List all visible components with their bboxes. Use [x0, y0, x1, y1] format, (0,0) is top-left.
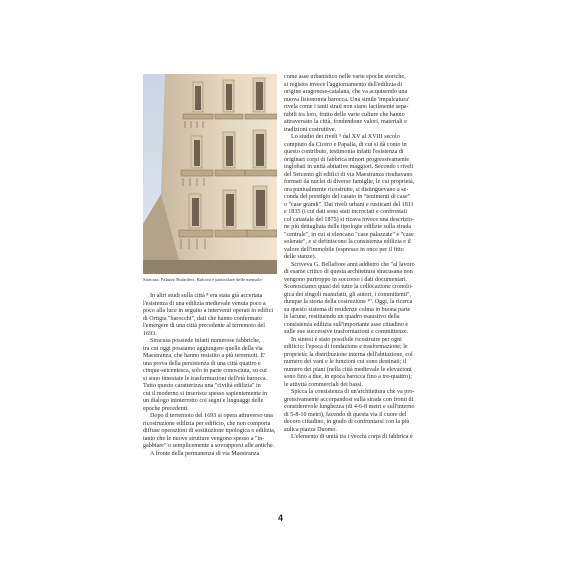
body-line: conda del prestigio del casato in "tenimenti di case" [284, 194, 411, 200]
body-line: si sono innestate le trasformazioni dell'età barocca. [143, 375, 268, 382]
body-line: tradizioni costruttive. [284, 126, 337, 133]
body-line: "centrale", in cui si elencano "case palazzate" e "case [284, 231, 414, 238]
body-line: formati da nuclei di diverse famiglie, le cui proprietà, [284, 179, 415, 185]
body-line: cui il moderno si inserisce spesso sapientemente in [143, 390, 268, 397]
body-line: questo contributo, testimonia infatti l'esistenza di [284, 149, 404, 155]
body-line: nuova fisionomia barocca. Una simile 'impalcatura' [284, 96, 410, 103]
body-line: In altri studi sulla città ⁸ era stata già accertata [150, 293, 263, 299]
body-line: rivela come i tanti strati non siano facilmente sepa- [284, 104, 409, 110]
body-line: In sintesi è stato possibile ricostruire per ogni [291, 336, 402, 343]
body-line: l'esistenza di una edilizia medievale venuta poco a [143, 300, 266, 307]
body-line: gica dei singoli manufatti, gli autori, i committenti", [284, 291, 412, 298]
body-line: col catastale del 1875) si ricava invece una descrizio- [284, 216, 414, 223]
body-line: solerate", e si definiscono la consistenza edilizia e il [284, 239, 411, 245]
palazzo-bufardeci-photo [143, 74, 277, 274]
body-line: delle stanze). [284, 254, 317, 260]
body-line: ricostruzione edilizia per edificio, che non comporta [143, 420, 271, 427]
body-line: edificio: l'epoca di fondazione e trasformazione; le [284, 344, 408, 350]
body-line: gressivamente accorpandosi sulla strada con fronti di [284, 396, 414, 403]
figure-caption: Siracusa. Palazzo Bufardeci. Balconi e particolare delle mensole. [143, 277, 263, 282]
body-line: gabbiare" o semplicemente a sovrapporsi alle antiche. [143, 443, 275, 449]
body-line: di esame critico di questa architettura siracusana non [284, 269, 413, 275]
right-text-column [284, 74, 422, 442]
body-line: come asse urbanistico nelle varie epoche storiche, [284, 74, 406, 80]
body-line: ne più dettagliata delle tipologie edilizie sulla strada [284, 224, 412, 230]
body-line: rabili tra loro, frutto delle varie culture che hanno [284, 111, 405, 118]
body-line: tanto che le nuove strutture vengono spesso a "in- [143, 435, 265, 442]
body-line: un dialogo ininterrotto coi segni e linguaggi delle [143, 398, 264, 404]
body-line: inglobati in unità abitative maggiori. Secondo i riveli [284, 164, 414, 170]
body-line: numero dei vani e le funzioni cui sono destinati; il [284, 359, 407, 365]
body-line: numero dei piani (nella città medievale le elevazioni [284, 366, 412, 373]
body-line: Lo studio dei riveli ⁹ dal XV al XVIII secolo [291, 134, 400, 140]
body-line: di 5-8-10 metri), facendo di questa via il cuore del [284, 411, 407, 418]
body-line: originari corpi di fabbrica minori progressivamente [284, 156, 410, 163]
body-line: tra cui oggi possiamo aggiungere quelle della via [143, 345, 263, 352]
body-line: epoche precedenti. [143, 405, 189, 412]
body-line: decoro cittadino, in grado di confrontarsi con la più [284, 419, 410, 425]
body-line: Scriveva G. Bellafiore anni addietro che "al lavoro [291, 261, 415, 268]
body-line: Dopo il terremoto del 1693 si opera attraverso una [150, 413, 273, 419]
body-line: vengono purtroppo in soccorso i dati documentari. [284, 276, 408, 283]
body-line: o "case grandi". Dai riveli urbani e rusticani del 1811 [284, 201, 414, 208]
left-text-column [143, 293, 277, 458]
body-line: Sconosciamo quasi del tutto la collocazione cronolo- [284, 284, 413, 290]
body-line: diffuse operazioni di sostituzione tipologica o edilizia, [143, 428, 276, 434]
body-line: sulle sue successive trasformazioni e committenze. [284, 329, 409, 335]
body-line: sono fino a due, in epoca barocca fino a tre-quattro); [284, 374, 412, 380]
page-number: 4 [278, 513, 284, 523]
body-line: cinque-seicentesca, solo in parte conosciuta, su cui [143, 368, 267, 374]
body-line: proprietà; la distribuzione interna dell'abitazione, col [284, 351, 413, 358]
body-line: poco alla luce in seguito a interventi operati in edifici [143, 308, 274, 314]
body-line: Siracusa possiede infatti numerose fabbriche, [150, 338, 261, 344]
body-line: l'emergere di una città precedente al terremoto del [143, 323, 265, 329]
body-line: le attività commerciali dei bassi. [284, 381, 364, 388]
body-line: consistenza edilizia sull'importante asse cittadino e [284, 321, 409, 328]
body-line: compiuto da Cicero e Papalia, di cui si dà conto in [284, 141, 407, 148]
body-line: aulica piazza Duomo. [284, 426, 337, 433]
body-line: Maestranza, che hanno resistito a più terremoti. E' [143, 353, 266, 359]
body-line: considerevole lunghezza (di 4-6-8 metri e sull'interno [284, 404, 415, 410]
body-line: di Ortigia "barocchi", dati che hanno confermato [143, 315, 262, 322]
body-line: origine aragonese-catalana, che va acquisendo una [284, 89, 408, 95]
body-line: una prova della persistenza di una città quattro e [143, 360, 261, 367]
body-line: dunque la storia della costruzione ¹⁰. Oggi, la ricerca [284, 299, 413, 305]
body-line: 1693. [143, 330, 157, 337]
body-line: Tutto questo caratterizza una "civiltà edilizia" in [143, 383, 261, 389]
body-line: si registra invece l'aggiornamento dell'edilizia di [284, 81, 403, 88]
body-line: del Seicento gli edifici di via Maestranza risultavano [284, 171, 413, 178]
body-line: L'elemento di unità tra i vecchi corpi di fabbrica è [291, 434, 413, 440]
body-line: Spicca la consistenza di un'architettura che va pro- [291, 389, 415, 395]
body-line: le lacune, restituendo un quadro esaustivo della [284, 314, 400, 320]
body-line: ora puntualmente ricostruite, si distinguevano a se- [284, 186, 409, 193]
body-line: e 1835 (i cui dati sono stati incrociati e confrontati [284, 209, 408, 215]
body-line: valore dell'immobile (espresso in once per il fitto [284, 246, 404, 253]
body-line: su questo sistema di residenze colma in buona parte [284, 306, 411, 313]
body-line: A fronte della permanenza di via Maestranza [150, 450, 260, 457]
body-line: attraversato la città, fondendone valori, materiali e [284, 119, 407, 125]
